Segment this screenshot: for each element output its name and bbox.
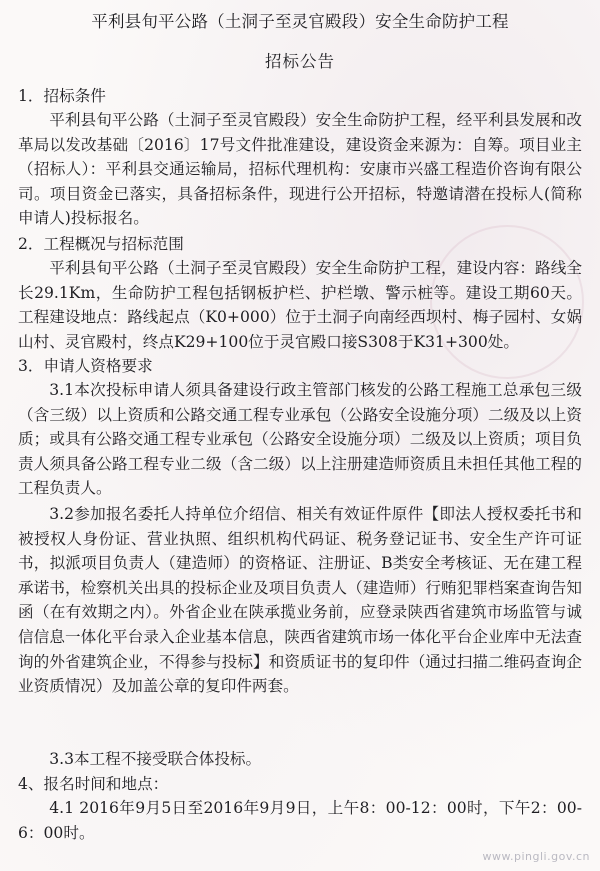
site-watermark: www.pingli.gov.cn — [482, 850, 590, 863]
section3-paragraph-2: 3.2参加报名委托人持单位介绍信、相关有效证件原件【即法人授权委托书和被授权人身份证、营业执照、组织机构代码证、税务登记证书、安全生产许可证书，拟派项目负责人（建造师）的资格证、注册证、B类安全考核证、无在建工程承诺书，检察机关出具的投标企业及项目负责人（建造师）行贿犯罪档案查询告知函（在有效期之内）。外省企业在陕承揽业务前，应登录陕西省建筑市场监管与诚信信息一体化平台录入企业基本信息，陕西省建筑市场一体化平台企业库中无法查询的外省建筑企业，不得参与投标】和资质证书的复印件（通过扫描二维码查询企业资质情况）及加盖公章的复印件两套。 — [18, 505, 582, 696]
section1-body: 平利县旬平公路（土洞子至灵官殿段）安全生命防护工程，经平利县发展和改革局以发改基础〔2016〕17号文件批准建设，建设资金来源为：自筹。项目业主（招标人）：平利县交通运输局，招标代理机构：安康市兴盛工程造价咨询有限公司。项目资金已落实，具备招标条件，现进行公开招标，特邀请潜在投标人(简称申请人)投标报名。 — [18, 111, 582, 228]
document-subtitle: 招标公告 — [265, 52, 335, 71]
section1-heading: 1．招标条件 — [18, 87, 106, 105]
section2-heading: 2．工程概况与招标范围 — [18, 235, 184, 253]
section3-heading: 3．申请人资格要求 — [18, 357, 153, 375]
section4-heading: 4、报名时间和地点： — [18, 775, 169, 793]
section3-paragraph-3: 3.3本工程不接受联合体投标。 — [49, 750, 262, 768]
document-title: 平利县旬平公路（土洞子至灵官殿段）安全生命防护工程 — [91, 12, 509, 31]
section3-paragraph-1: 3.1本次投标申请人须具备建设行政主管部门核发的公路工程施工总承包三级（含三级）以上资质和公路交通工程专业承包（公路安全设施分项）二级及以上资质；或具有公路交通工程专业承包（公路安全设施分项）二级及以上资质；项目负责人须具备公路工程专业二级（含二级）以上注册建造师资质且未担任其他工程的工程负责人。 — [18, 381, 582, 498]
section4-paragraph-1: 4.1 2016年9月5日至2016年9月9日，上午8：00-12：00时，下午2：00-6：00时。 — [18, 799, 582, 842]
section2-body: 平利县旬平公路（土洞子至灵官殿段）安全生命防护工程，建设内容：路线全长29.1Km，生命防护工程包括钢板护栏、护栏墩、警示桩等。建设工期60天。工程建设地点：路线起点（K0+000）位于土洞子向南经西坝村、梅子园村、女娲山村、灵官殿村，终点K29+100位于灵官殿口接S308于K31+300处。 — [18, 259, 582, 351]
